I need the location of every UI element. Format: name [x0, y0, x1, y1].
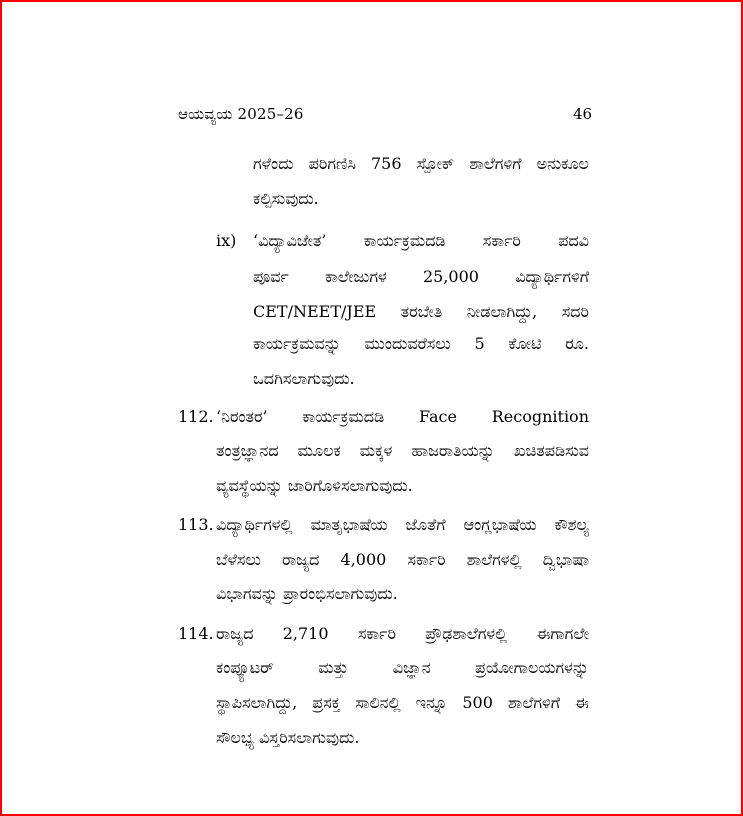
paragraph-line: ಒದಗಿಸಲಾಗುವುದು. — [253, 369, 355, 388]
paragraph-line: ಸೌಲಭ್ಯ ವಿಸ್ತರಿಸಲಾಗುವುದು. — [216, 728, 360, 747]
running-header-title: ಆಯವ್ಯಯ 2025–26 — [178, 105, 304, 123]
paragraph-line: ವ್ಯವಸ್ಥೆಯನ್ನು ಜಾರಿಗೊಳಿಸಲಾಗುವುದು. — [216, 476, 413, 495]
paragraph-number: 112. — [178, 407, 214, 426]
paragraph-line: ‘ವಿದ್ಯಾವಿಜೇತ’ ಕಾರ್ಯಕ್ರಮದಡಿ ಸರ್ಕಾರಿ ಪದವಿ — [253, 231, 589, 250]
paragraph-line: ‘ನಿರಂತರ’ ಕಾರ್ಯಕ್ರಮದಡಿ Face Recognition — [216, 407, 589, 426]
paragraph-line: ಕಾರ್ಯಕ್ರಮವನ್ನು ಮುಂದುವರೆಸಲು 5 ಕೋಟಿ ರೂ. — [253, 334, 589, 353]
paragraph-line: ಕಲ್ಪಿಸುವುದು. — [253, 189, 319, 208]
paragraph-line: ಸ್ಥಾಪಿಸಲಾಗಿದ್ದು, ಪ್ರಸಕ್ತ ಸಾಲಿನಲ್ಲಿ ಇನ್ನೂ 500 ಶಾಲೆಗಳಿಗೆ ಈ — [216, 693, 589, 712]
paragraph-line: ರಾಜ್ಯದ 2,710 ಸರ್ಕಾರಿ ಪ್ರೌಢಶಾಲೆಗಳಲ್ಲಿ ಈಗಾಗಲೇ — [216, 624, 589, 643]
paragraph-line: CET/NEET/JEE ತರಬೇತಿ ನೀಡಲಾಗಿದ್ದು, ಸದರಿ — [253, 302, 589, 321]
page-number: 46 — [573, 105, 593, 123]
paragraph-number: 114. — [178, 624, 214, 643]
paragraph-line: ಬೆಳೆಸಲು ರಾಜ್ಯದ 4,000 ಸರ್ಕಾರಿ ಶಾಲೆಗಳಲ್ಲಿ ದ್ವಿಭಾಷಾ — [216, 550, 589, 569]
paragraph-line: ಗಳೆಂದು ಪರಿಗಣಿಸಿ 756 ಸ್ಪೋಕ್ ಶಾಲೆಗಳಿಗೆ ಅನುಕೂಲ — [253, 154, 589, 173]
paragraph-line: ಪೂರ್ವ ಕಾಲೇಜುಗಳ 25,000 ವಿದ್ಯಾರ್ಥಿಗಳಿಗೆ — [253, 267, 589, 286]
paragraph-line: ವಿಭಾಗವನ್ನು ಪ್ರಾರಂಭಿಸಲಾಗುವುದು. — [216, 584, 398, 603]
paragraph-line: ಕಂಪ್ಯೂಟರ್ ಮತ್ತು ವಿಜ್ಞಾನ ಪ್ರಯೋಗಾಲಯಗಳನ್ನು — [216, 658, 589, 677]
paragraph-line: ತಂತ್ರಜ್ಞಾನದ ಮೂಲಕ ಮಕ್ಕಳ ಹಾಜರಾತಿಯನ್ನು ಖಚಿತಪಡಿಸುವ — [216, 441, 589, 460]
list-marker: ix) — [216, 231, 237, 250]
paragraph-line: ವಿದ್ಯಾರ್ಥಿಗಳಲ್ಲಿ ಮಾತೃಭಾಷೆಯ ಜೊತೆಗೆ ಆಂಗ್ಲಭಾಷೆಯ ಕೌಶಲ್ಯ — [216, 515, 589, 534]
paragraph-number: 113. — [178, 515, 214, 534]
